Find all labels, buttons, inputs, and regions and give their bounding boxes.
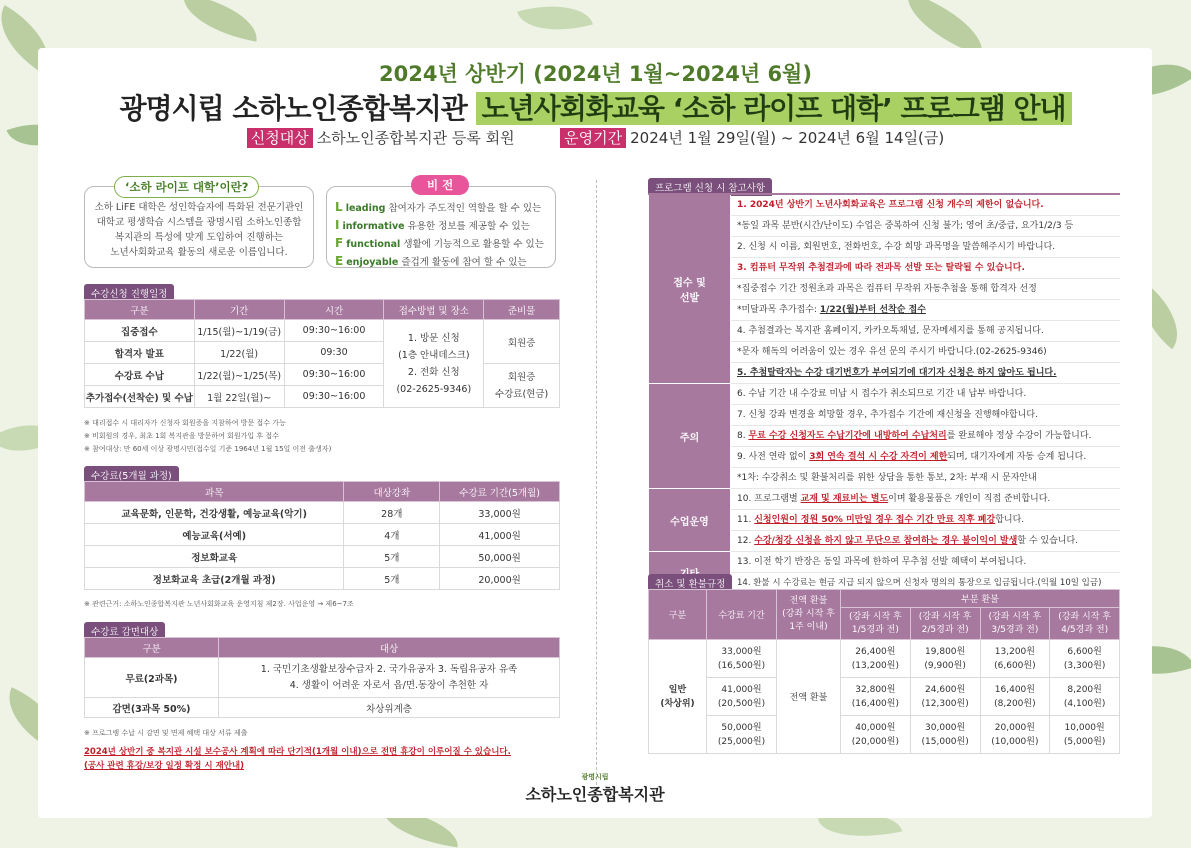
reference-item: 4. 추첨결과는 복지관 홈페이지, 카카오톡채널, 문자메세지를 통해 공지됩니다. (731, 321, 1121, 342)
refund-header: 구분 (649, 590, 707, 640)
refund-p1: 40,000원 (20,000원) (841, 716, 911, 754)
fees-fee: 33,000원 (440, 502, 560, 524)
main-title (0, 87, 1191, 127)
main-title-highlight: 노년사회화교육 ‘소하 라이프 대학’ 프로그램 안내 (476, 92, 1072, 125)
reference-table (648, 193, 1120, 594)
discount-line: 4. 생활이 어려운 자로서 읍/면.동장이 추천한 자 (289, 679, 489, 691)
period-value: 2024년 1월 29일(월) ~ 2024년 6월 14일(금) (630, 129, 945, 147)
fees-count: 5개 (344, 568, 440, 590)
discount-row-value: 차상위계층 (219, 698, 560, 718)
schedule-time: 09:30~16:00 (284, 386, 384, 408)
schedule-note: ※ 대리접수 시 대리자가 신청자 회원증을 지참하여 방문 접수 가능 (84, 419, 286, 427)
schedule-section-title: 수강신청 진행일정 (84, 284, 174, 302)
fees-fee: 41,000원 (440, 524, 560, 546)
vision-item (335, 217, 547, 235)
schedule-row-name: 추가접수(선착순) 및 수납 (85, 386, 195, 408)
reference-item: 5. 추첨탈락자는 수강 대기번호가 부여되기에 대기자 신청은 하지 않아도 됩니다. (731, 363, 1121, 384)
vision-word: enjoyable (346, 257, 399, 268)
reference-text: 12. (737, 536, 755, 546)
intro-line: 대학교 평생학습 시스템을 광명시립 소하노인종합 (96, 217, 302, 228)
reference-text: 8. (737, 431, 749, 441)
column-divider (596, 180, 597, 800)
closure-warning-note: (공사 관련 휴강/보강 일정 확정 시 재안내) (84, 761, 245, 771)
refund-table (648, 589, 1120, 754)
vision-word: functional (346, 239, 401, 250)
intro-line: 소하 LiFE 대학은 성인학습자에 특화된 전문기관인 (94, 202, 304, 213)
fees-count: 4개 (344, 524, 440, 546)
period-title: 2024년 상반기 (2024년 1월~2024년 6월) (379, 62, 812, 86)
reference-emphasis: 교재 및 재료비는 별도 (800, 494, 889, 504)
refund-p2: 19,800원 (9,900원) (910, 640, 980, 678)
reference-item: *문자 해독의 어려움이 있는 경우 유선 문의 주시기 바랍니다.(02-2625-9346) (731, 342, 1121, 363)
fees-subject: 예능교육(서예) (85, 524, 344, 546)
reference-item: 14. 환불 시 수강료는 현금 지급 되지 않으며 신청자 명의의 통장으로 입금됩니다.(익월 10일 입금) (731, 573, 1121, 594)
vision-item (335, 199, 547, 217)
vision-desc: 즐겁게 활동에 참여 할 수 있는 (401, 257, 527, 268)
reference-text: 9. 사전 연락 없이 (737, 452, 810, 462)
reference-item (731, 426, 1121, 447)
reference-category: 접수 및 선발 (649, 194, 731, 384)
fees-section-title: 수강료(5개월 과정) (84, 466, 179, 484)
reference-text: 이며 활용물품은 개인이 직접 준비합니다. (888, 494, 1051, 504)
vision-item (335, 235, 547, 253)
intro-line: 노년사회화교육 활동의 새로운 이름입니다. (110, 247, 288, 258)
method-line: 1. 방문 신청 (407, 332, 460, 344)
refund-fee: 50,000원 (25,000원) (707, 716, 777, 754)
schedule-header: 접수방법 및 장소 (384, 300, 484, 320)
refund-p1: 32,800원 (16,400원) (841, 678, 911, 716)
vision-letter: L (335, 200, 343, 214)
schedule-prep (484, 364, 560, 408)
refund-p2: 30,000원 (15,000원) (910, 716, 980, 754)
discount-section-title: 수강료 감면대상 (84, 622, 165, 640)
refund-p4: 10,000원 (5,000원) (1050, 716, 1120, 754)
discount-header: 대상 (219, 638, 560, 658)
fees-subject: 정보화교육 초급(2개월 과정) (85, 568, 344, 590)
refund-p4: 8,200원 (4,100원) (1050, 678, 1120, 716)
fees-note: ※ 관련근거: 소하노인종합복지관 노년사회화교육 운영지침 제2장. 사업운영 → 제6~7조 (84, 600, 354, 608)
reference-item (731, 300, 1121, 321)
footer-logo-org: 소하노인종합복지관 (525, 785, 665, 804)
decorative-leaf (178, 0, 263, 42)
schedule-header: 준비물 (484, 300, 560, 320)
reference-item: 13. 이전 학기 반장은 동일 과목에 한하여 무추첨 선발 혜택이 부여됩니다. (731, 552, 1121, 573)
reference-item: *동일 과목 분반(시간/난이도) 수업은 중복하여 신청 불가; 영어 초/중급, 요가1/2/3 등 (731, 216, 1121, 237)
fees-count: 5개 (344, 546, 440, 568)
reference-text: 합니다. (995, 515, 1025, 525)
refund-header: (강좌 시작 후 4/5경과 전) (1050, 608, 1120, 640)
refund-p3: 13,200원 (6,600원) (980, 640, 1050, 678)
decorative-leaf (517, 0, 593, 43)
reference-category: 수업운영 (649, 489, 731, 552)
schedule-note: ※ 참여대상: 만 60세 이상 광명시민(접수일 기준 1964년 1월 15일 이전 출생자) (84, 445, 332, 453)
period-label: 운영기간 (560, 128, 626, 148)
reference-text: 되며, 대기자에게 자동 승계 됩니다. (947, 452, 1087, 462)
fees-subject: 교육문화, 인문학, 건강생활, 예능교육(악기) (85, 502, 344, 524)
refund-p1: 26,400원 (13,200원) (841, 640, 911, 678)
fees-fee: 20,000원 (440, 568, 560, 590)
schedule-period: 1월 22일(월)~ (194, 386, 284, 408)
refund-p3: 16,400원 (8,200원) (980, 678, 1050, 716)
vision-letter: E (335, 254, 344, 268)
discount-header: 구분 (85, 638, 219, 658)
fees-subject: 정보화교육 (85, 546, 344, 568)
schedule-time: 09:30~16:00 (284, 364, 384, 386)
reference-item: *집중접수 기간 정원초과 과목은 컴퓨터 무작위 자동추첨을 통해 합격자 선정 (731, 279, 1121, 300)
schedule-time: 09:30~16:00 (284, 320, 384, 342)
reference-item: 7. 신청 강좌 변경을 희망할 경우, 추가접수 기간에 재신청을 진행해야합니다. (731, 405, 1121, 426)
reference-text: 를 완료해야 정상 수강이 가능합니다. (946, 431, 1092, 441)
schedule-note: ※ 비회원의 경우, 최초 1회 복지관을 방문하여 회원가입 후 접수 (84, 432, 279, 440)
fees-header: 수강료 기간(5개월) (440, 482, 560, 502)
schedule-row-name: 수강료 수납 (85, 364, 195, 386)
refund-full: 전액 환불 (777, 640, 841, 754)
schedule-period: 1/22(월) (194, 342, 284, 364)
intro-line: 복지관의 특성에 맞게 도입하여 진행하는 (114, 232, 284, 243)
reference-item (731, 510, 1121, 531)
schedule-header: 시간 (284, 300, 384, 320)
footer-logo-city: 광명시립 (581, 773, 609, 781)
closure-warning: 2024년 상반기 중 복지관 시설 보수공사 계획에 따라 단기적(1개월 이내)으로 전면 휴강이 이루어질 수 있습니다. (84, 747, 511, 757)
discount-row-name: 감면(3과목 50%) (85, 698, 219, 718)
reference-text: *미달과목 추가접수: (737, 305, 820, 315)
reference-item: 3. 컴퓨터 무작위 추첨결과에 따라 전과목 선발 또는 탈락될 수 있습니다. (731, 258, 1121, 279)
reference-text: 할 수 있습니다. (1017, 536, 1079, 546)
vision-desc: 생활에 기능적으로 활용할 수 있는 (403, 239, 544, 250)
schedule-table (84, 299, 560, 408)
reference-item: 2. 신청 시 이름, 회원번호, 전화번호, 수강 희망 과목명을 말씀해주시기 바랍니다. (731, 237, 1121, 258)
schedule-header: 구분 (85, 300, 195, 320)
fees-table (84, 481, 560, 590)
refund-header: 전액 환불 (강좌 시작 후 1주 이내) (777, 590, 841, 640)
vision-desc: 참여자가 주도적인 역할을 할 수 있는 (388, 203, 542, 214)
vision-box (326, 186, 556, 268)
refund-p3: 20,000원 (10,000원) (980, 716, 1050, 754)
reference-emphasis: 신청인원이 정원 50% 미만일 경우 접수 기간 만료 직후 폐강 (754, 515, 996, 525)
vision-item (335, 253, 547, 271)
fees-fee: 50,000원 (440, 546, 560, 568)
prep-line: 회원증 (507, 371, 536, 383)
subtitle-line (0, 127, 1191, 148)
schedule-period: 1/22(월)~1/25(목) (194, 364, 284, 386)
vision-word: leading (345, 203, 386, 214)
discount-row-value (219, 658, 560, 698)
refund-p4: 6,600원 (3,300원) (1050, 640, 1120, 678)
reference-text: 11. (737, 515, 755, 525)
refund-section-title: 취소 및 환불규정 (648, 574, 732, 592)
reference-item (731, 489, 1121, 510)
refund-header: 부분 환불 (841, 590, 1120, 608)
fees-count: 28개 (344, 502, 440, 524)
reference-item: 1. 2024년 상반기 노년사회화교육은 프로그램 신청 개수의 제한이 없습니다. (731, 194, 1121, 216)
footer-logo (525, 772, 665, 805)
method-line: 2. 전화 신청 (407, 366, 460, 378)
vision-desc: 유용한 정보를 제공할 수 있는 (407, 221, 530, 232)
method-line: (1층 안내데스크) (398, 349, 470, 361)
intro-title: ‘소하 라이프 대학’이란? (114, 176, 259, 198)
refund-header: (강좌 시작 후 1/5경과 전) (841, 608, 911, 640)
refund-p2: 24,600원 (12,300원) (910, 678, 980, 716)
schedule-method (384, 320, 484, 408)
prep-line: 수강료(현금) (494, 388, 549, 400)
vision-letter: F (335, 236, 344, 250)
intro-box (84, 186, 314, 268)
discount-line: 1. 국민기초생활보장수급자 2. 국가유공자 3. 독립유공자 유족 (260, 663, 518, 675)
target-label: 신청대상 (247, 128, 313, 148)
refund-header: 수강료 기간 (707, 590, 777, 640)
reference-item (731, 531, 1121, 552)
reference-item (731, 447, 1121, 468)
reference-item: 6. 수납 기간 내 수강료 미납 시 접수가 취소되므로 기간 내 납부 바랍니다. (731, 384, 1121, 405)
schedule-row-name: 집중접수 (85, 320, 195, 342)
vision-letter: I (335, 218, 340, 232)
schedule-time: 09:30 (284, 342, 384, 364)
refund-fee: 41,000원 (20,500원) (707, 678, 777, 716)
reference-category: 주의 (649, 384, 731, 489)
method-line: (02-2625-9346) (396, 383, 472, 395)
reference-emphasis: 무료 수강 신청자도 수납기간에 내방하여 수납처리 (748, 431, 947, 441)
schedule-row-name: 합격자 발표 (85, 342, 195, 364)
fees-header: 과목 (85, 482, 344, 502)
refund-type: 일반 (차상위) (649, 640, 707, 754)
reference-emphasis: 수강/청강 신청을 하지 않고 무단으로 참여하는 경우 불이익이 발생 (754, 536, 1018, 546)
reference-section-title: 프로그램 신청 시 참고사항 (648, 178, 772, 196)
schedule-prep: 회원증 (484, 320, 560, 364)
refund-fee: 33,000원 (16,500원) (707, 640, 777, 678)
schedule-header: 기간 (194, 300, 284, 320)
refund-header: (강좌 시작 후 3/5경과 전) (980, 608, 1050, 640)
reference-item: *1차: 수강취소 및 환불처리를 위한 상담을 통한 통보, 2차: 부재 시 문자안내 (731, 468, 1121, 489)
vision-word: informative (342, 221, 405, 232)
reference-emphasis: 3회 연속 결석 시 수강 자격이 제한 (809, 452, 948, 462)
discount-table (84, 637, 560, 718)
refund-header: (강좌 시작 후 2/5경과 전) (910, 608, 980, 640)
vision-title: 비 전 (411, 175, 469, 195)
fees-header: 대상강좌 (344, 482, 440, 502)
target-value: 소하노인종합복지관 등록 회원 (316, 129, 515, 147)
discount-row-name: 무료(2과목) (85, 658, 219, 698)
main-title-org: 광명시립 소하노인종합복지관 (119, 92, 476, 125)
reference-emphasis: 1/22(월)부터 선착순 접수 (819, 305, 926, 315)
reference-text: 10. 프로그램별 (737, 494, 801, 504)
discount-note: ※ 프로그램 수납 시 감면 및 면제 혜택 대상 서류 제출 (84, 729, 248, 737)
schedule-period: 1/15(월)~1/19(금) (194, 320, 284, 342)
